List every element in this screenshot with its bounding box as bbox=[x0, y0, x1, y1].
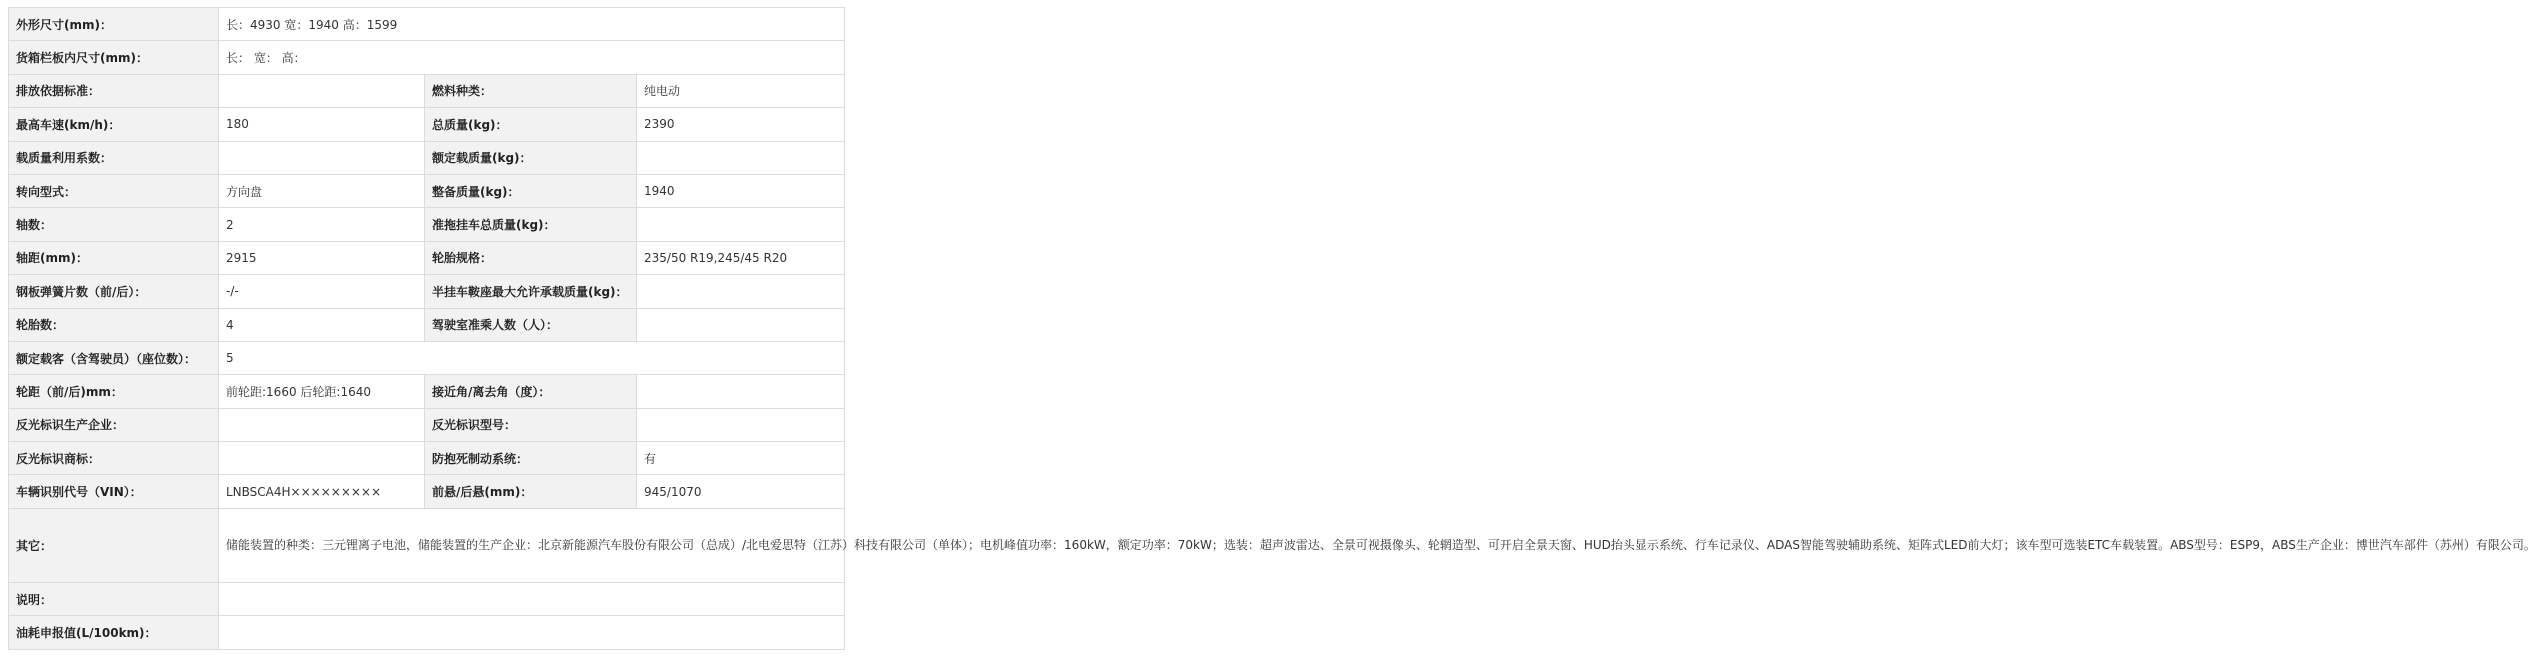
row-value: LNBSCA4H××××××××× bbox=[219, 475, 425, 508]
table-row bbox=[9, 582, 845, 615]
row-value bbox=[219, 74, 425, 107]
row-label: 额定载质量(kg)： bbox=[425, 141, 637, 174]
row-label: 轮胎规格： bbox=[425, 241, 637, 274]
row-label: 车辆识别代号（VIN）： bbox=[9, 475, 219, 508]
row-label: 外形尺寸(mm)： bbox=[9, 8, 219, 41]
row-label: 反光标识型号： bbox=[425, 408, 637, 441]
row-label: 整备质量(kg)： bbox=[425, 174, 637, 207]
row-label: 排放依据标准： bbox=[9, 74, 219, 107]
row-value bbox=[219, 408, 425, 441]
table-row bbox=[9, 208, 845, 241]
row-label: 说明： bbox=[9, 582, 219, 615]
row-label: 准拖挂车总质量(kg)： bbox=[425, 208, 637, 241]
row-value bbox=[219, 141, 425, 174]
table-row bbox=[9, 308, 845, 341]
row-label: 驾驶室准乘人数（人）： bbox=[425, 308, 637, 341]
row-label: 轮胎数： bbox=[9, 308, 219, 341]
row-value bbox=[637, 275, 845, 308]
row-value: 4 bbox=[219, 308, 425, 341]
row-value bbox=[637, 408, 845, 441]
row-label: 半挂车鞍座最大允许承载质量(kg)： bbox=[425, 275, 637, 308]
row-label: 轮距（前/后)mm： bbox=[9, 375, 219, 408]
row-value: 1940 bbox=[637, 174, 845, 207]
row-value: 2 bbox=[219, 208, 425, 241]
row-value bbox=[219, 442, 425, 475]
table-row bbox=[9, 108, 845, 141]
row-label: 反光标识商标： bbox=[9, 442, 219, 475]
row-label: 货箱栏板内尺寸(mm)： bbox=[9, 41, 219, 74]
row-label: 总质量(kg)： bbox=[425, 108, 637, 141]
row-value: 945/1070 bbox=[637, 475, 845, 508]
row-label: 前悬/后悬(mm)： bbox=[425, 475, 637, 508]
table-row bbox=[9, 241, 845, 274]
row-value: 方向盘 bbox=[219, 174, 425, 207]
table-row bbox=[9, 8, 845, 41]
row-value: 2390 bbox=[637, 108, 845, 141]
row-label: 反光标识生产企业： bbox=[9, 408, 219, 441]
row-value: -/- bbox=[219, 275, 425, 308]
row-label: 钢板弹簧片数（前/后）： bbox=[9, 275, 219, 308]
row-label: 防抱死制动系统： bbox=[425, 442, 637, 475]
row-value: 前轮距:1660 后轮距:1640 bbox=[219, 375, 425, 408]
table-row bbox=[9, 475, 845, 508]
table-row bbox=[9, 442, 845, 475]
row-label: 额定载客（含驾驶员）（座位数）： bbox=[9, 341, 219, 374]
table-row bbox=[9, 508, 845, 582]
table-row bbox=[9, 408, 845, 441]
table-row bbox=[9, 74, 845, 107]
vehicle-spec-table bbox=[8, 7, 2536, 650]
row-value bbox=[637, 208, 845, 241]
row-value: 2915 bbox=[219, 241, 425, 274]
row-value: 长：4930 宽：1940 高：1599 bbox=[219, 8, 845, 41]
row-value bbox=[637, 141, 845, 174]
row-value: 储能装置的种类：三元锂离子电池，储能装置的生产企业：北京新能源汽车股份有限公司（总成）/北电爱思特（江苏）科技有限公司（单体）；电机峰值功率：160kW，额定功率：70kW；选装：超声波雷达、全景可视摄像头、轮辋造型、可开启全景天窗、HUD抬头显示系统、行车记录仪、ADAS智能驾驶辅助系统、矩阵式LED前大灯；该车型可选装ETC车载装置。ABS型号：ESP9，ABS生产企业：博世汽车部件（苏州）有限公司。 bbox=[219, 508, 845, 582]
row-label: 轴数： bbox=[9, 208, 219, 241]
row-value: 5 bbox=[219, 341, 845, 374]
row-label: 转向型式： bbox=[9, 174, 219, 207]
row-value bbox=[219, 616, 845, 649]
row-label: 油耗申报值(L/100km)： bbox=[9, 616, 219, 649]
row-value bbox=[219, 582, 845, 615]
table-row bbox=[9, 141, 845, 174]
row-value: 235/50 R19,245/45 R20 bbox=[637, 241, 845, 274]
row-label: 载质量利用系数： bbox=[9, 141, 219, 174]
row-label: 接近角/离去角（度）： bbox=[425, 375, 637, 408]
row-value: 长： 宽： 高： bbox=[219, 41, 845, 74]
row-label: 最高车速(km/h)： bbox=[9, 108, 219, 141]
row-value: 180 bbox=[219, 108, 425, 141]
table-row bbox=[9, 174, 845, 207]
row-label: 其它： bbox=[9, 508, 219, 582]
row-value bbox=[637, 308, 845, 341]
row-label: 燃料种类： bbox=[425, 74, 637, 107]
table-row bbox=[9, 341, 845, 374]
row-label: 轴距(mm)： bbox=[9, 241, 219, 274]
row-value: 有 bbox=[637, 442, 845, 475]
table-row bbox=[9, 41, 845, 74]
table-row bbox=[9, 616, 845, 649]
table-row bbox=[9, 275, 845, 308]
table-row bbox=[9, 375, 845, 408]
row-value bbox=[637, 375, 845, 408]
row-value: 纯电动 bbox=[637, 74, 845, 107]
